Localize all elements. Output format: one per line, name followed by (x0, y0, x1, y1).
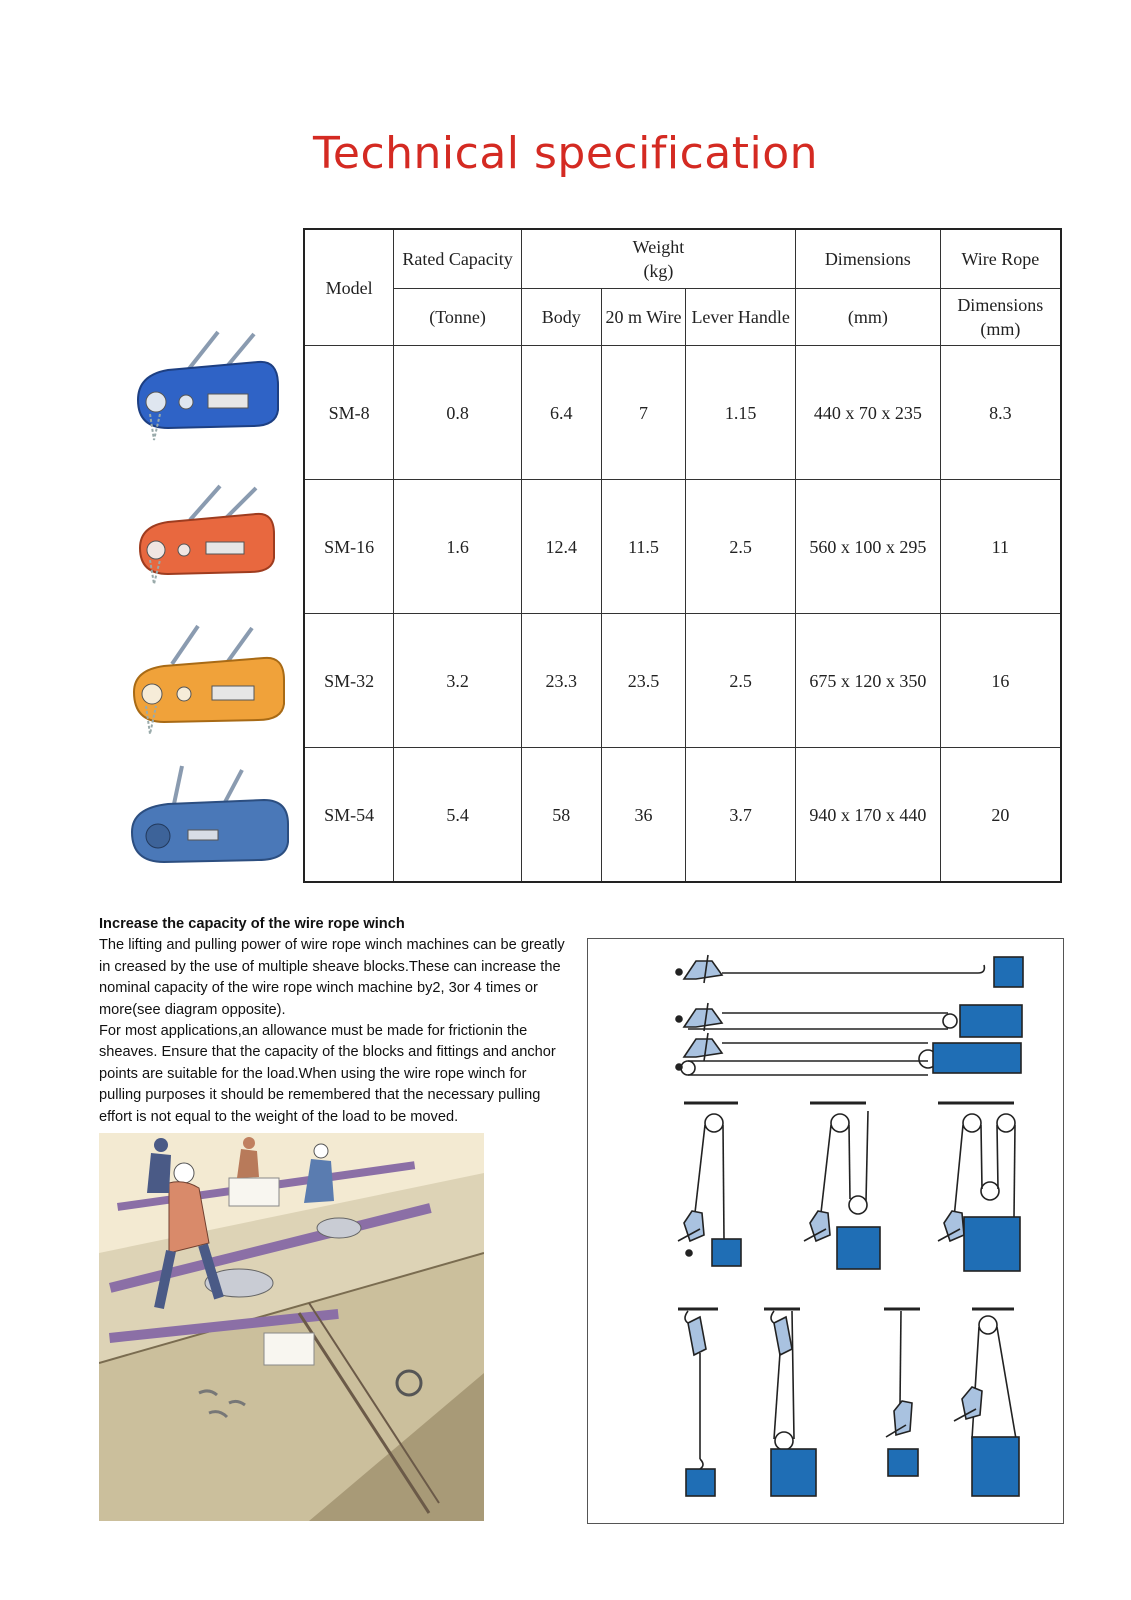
cell-rope: 11 (940, 480, 1061, 614)
page-title: Technical specification (312, 128, 819, 179)
header-weight (521, 229, 795, 289)
cell-wire: 36 (601, 748, 686, 883)
header-capacity-unit: (Tonne) (394, 289, 522, 346)
winch-sm-8-image (128, 330, 298, 450)
table-row (304, 346, 1061, 480)
cell-model: SM-32 (304, 614, 394, 748)
cell-wire: 7 (601, 346, 686, 480)
sheave-block-diagram (587, 938, 1064, 1524)
paragraph-line: sheaves. Ensure that the capacity of the blocks and fittings and anchor (99, 1044, 556, 1061)
header-wire: 20 m Wire (601, 289, 686, 346)
hanging-winch-on-load-double (954, 1309, 1019, 1496)
cell-lever: 2.5 (686, 614, 796, 748)
cell-lever: 1.15 (686, 346, 796, 480)
pulley-configurations-diagram (588, 939, 1063, 1523)
winch-sm-32-image (128, 620, 298, 740)
specification-table (303, 228, 1062, 883)
cell-capacity: 0.8 (394, 346, 522, 480)
paragraph-line: For most applications,an allowance must be made for frictionin the (99, 1023, 528, 1040)
header-dimensions-unit: (mm) (796, 289, 941, 346)
horizontal-double-line (676, 1003, 1022, 1037)
paragraph-line: nominal capacity of the wire rope winch machine by2, 3or 4 times or (99, 980, 538, 997)
cell-model: SM-16 (304, 480, 394, 614)
hanging-double-line (764, 1309, 816, 1496)
cell-body: 12.4 (521, 480, 601, 614)
header-lever: Lever Handle (686, 289, 796, 346)
paragraph-line: The lifting and pulling power of wire rope winch machines can be greatly (99, 937, 565, 954)
cell-model: SM-54 (304, 748, 394, 883)
cell-body: 23.3 (521, 614, 601, 748)
paragraph-line: more(see diagram opposite). (99, 1001, 286, 1018)
table-subheader-row (304, 289, 1061, 346)
header-wire-rope: Wire Rope (940, 229, 1061, 289)
paragraph-line: effort is not equal to the weight of the load to be moved. (99, 1108, 459, 1125)
table-row (304, 748, 1061, 883)
hanging-winch-on-load-single (884, 1309, 920, 1476)
header-rated-capacity: Rated Capacity (394, 229, 522, 289)
construction-scene-illustration (99, 1133, 484, 1521)
cell-wire: 23.5 (601, 614, 686, 748)
winch-sm-16-image (128, 480, 298, 590)
header-model: Model (304, 229, 394, 346)
horizontal-single-line (676, 955, 1023, 987)
cell-dimensions: 560 x 100 x 295 (796, 480, 941, 614)
cell-rope: 20 (940, 748, 1061, 883)
cell-body: 6.4 (521, 346, 601, 480)
capacity-intro-text (99, 914, 579, 1128)
header-body: Body (521, 289, 601, 346)
section-heading: Increase the capacity of the wire rope winch (99, 916, 405, 932)
cell-rope: 8.3 (940, 346, 1061, 480)
paragraph-line: pulling purposes it should be remembered that the necessary pulling (99, 1087, 541, 1104)
cell-model: SM-8 (304, 346, 394, 480)
table-row (304, 480, 1061, 614)
product-images (128, 330, 298, 890)
cell-capacity: 1.6 (394, 480, 522, 614)
cell-wire: 11.5 (601, 480, 686, 614)
header-weight-unit: (kg) (643, 261, 674, 281)
header-rope-dimensions (940, 289, 1061, 346)
cell-lever: 2.5 (686, 480, 796, 614)
vertical-triple-line (938, 1103, 1020, 1271)
winch-sm-54-image (128, 760, 298, 870)
horizontal-triple-line (676, 1033, 1021, 1075)
cell-dimensions: 440 x 70 x 235 (796, 346, 941, 480)
cell-dimensions: 675 x 120 x 350 (796, 614, 941, 748)
cell-body: 58 (521, 748, 601, 883)
cell-dimensions: 940 x 170 x 440 (796, 748, 941, 883)
table-row (304, 614, 1061, 748)
cell-lever: 3.7 (686, 748, 796, 883)
header-rope-unit: (mm) (980, 319, 1021, 339)
paragraph-line: in creased by the use of multiple sheave blocks.These can increase the (99, 958, 561, 975)
cell-rope: 16 (940, 614, 1061, 748)
hanging-single-line (678, 1309, 718, 1496)
cell-capacity: 5.4 (394, 748, 522, 883)
header-dimensions: Dimensions (796, 229, 941, 289)
header-weight-label: Weight (632, 237, 685, 257)
cell-capacity: 3.2 (394, 614, 522, 748)
table-header-row (304, 229, 1061, 289)
vertical-single-line (678, 1103, 741, 1266)
header-rope-dimensions-label: Dimensions (957, 295, 1044, 315)
paragraph-line: points are suitable for the load.When using the wire rope winch for (99, 1065, 527, 1082)
vertical-double-line (804, 1103, 880, 1269)
